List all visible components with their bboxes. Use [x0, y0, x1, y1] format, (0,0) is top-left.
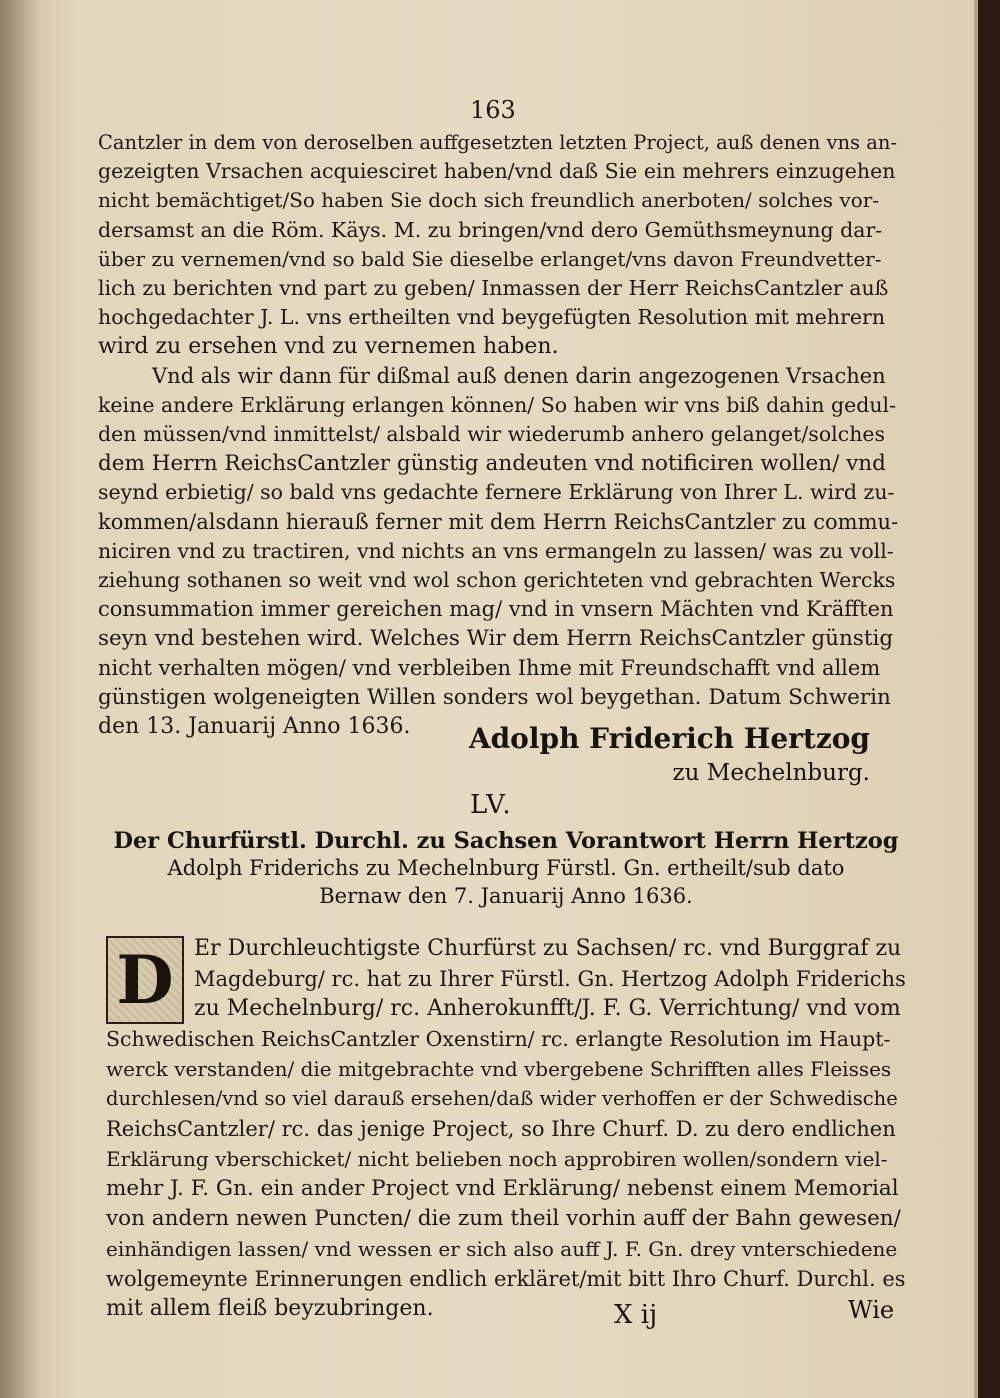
- text-line: lich zu berichten vnd part zu geben/ Inmassen der Herr ReichsCantzler auß: [98, 276, 889, 301]
- paragraph-2: [98, 362, 898, 742]
- text-line: Magdeburg/ rc. hat zu Ihrer Fürstl. Gn. Hertzog Adolph Friderichs: [194, 967, 906, 991]
- text-line: nicht bemächtiget/So haben Sie doch sich freundlich anerboten/ solches vor-: [98, 188, 880, 213]
- text-line: Cantzler in dem von deroselben auffgesetzten letzten Project, auß denen vns an-: [98, 131, 898, 154]
- page-gutter: [0, 0, 40, 1398]
- dropcap-initial: D: [106, 936, 184, 1024]
- text-line: nicht verhalten mögen/ vnd verbleiben Ihme mit Freundschafft vnd allem: [98, 655, 881, 680]
- text-line: wird zu ersehen vnd zu vernemen haben.: [98, 334, 559, 360]
- text-line: Er Durchleuchtigste Churfürst zu Sachsen/ rc. vnd Burggraf zu: [194, 936, 902, 961]
- text-line: von andern newen Puncten/ die zum theil vorhin auff der Bahn gewesen/: [106, 1206, 901, 1231]
- catchword: Wie: [848, 1296, 895, 1324]
- section-heading: [106, 828, 906, 910]
- signature-name: Adolph Friderich Hertzog: [468, 722, 870, 755]
- text-line: ziehung sothanen so weit vnd wol schon gerichteten vnd gebrachten Wercks: [98, 568, 896, 593]
- text-line: dersamst an die Röm. Käys. M. zu bringen/vnd dero Gemüthsmeynung dar-: [98, 217, 883, 242]
- signature-title: zu Mechelnburg.: [672, 760, 870, 786]
- signature-mark: X ij: [614, 1300, 658, 1330]
- text-line: wolgemeynte Erinnerungen endlich erkläret/mit bitt Ihro Churf. Durchl. es: [106, 1267, 906, 1291]
- text-line: mit allem fleiß beyzubringen.: [106, 1296, 434, 1321]
- text-line: den 13. Januarij Anno 1636.: [98, 714, 411, 740]
- text-line: einhändigen lassen/ vnd wessen er sich also auff J. F. Gn. drey vnterschiedene: [106, 1237, 898, 1261]
- text-line: keine andere Erklärung erlangen können/ So haben wir vns biß dahin gedul-: [98, 392, 897, 417]
- text-line: hochgedachter J. L. vns ertheilten vnd beygefügten Resolution mit mehrern: [98, 305, 886, 330]
- text-line: gezeigten Vrsachen acquiesciret haben/vnd daß Sie ein mehrers einzugehen: [98, 159, 896, 184]
- text-line: Vnd als wir dann für dißmal auß denen darin angezogenen Vrsachen: [152, 363, 886, 388]
- page-number: 163: [470, 96, 516, 124]
- text-line: über zu vernemen/vnd so bald Sie dieselbe erlanget/vns davon Freundvetter-: [98, 246, 882, 271]
- signature-block: [469, 722, 870, 790]
- heading-sub-2: Bernaw den 7. Januarij Anno 1636.: [319, 884, 693, 908]
- text-line: niciren vnd zu tractiren, vnd nichts an vns ermangeln zu lassen/ was zu voll-: [98, 538, 894, 563]
- heading-main: Der Churfürstl. Durchl. zu Sachsen Vorantwort Herrn Hertzog: [113, 828, 899, 854]
- text-line: günstigen wolgeneigten Willen sonders wol beygethan. Datum Schwerin: [98, 684, 891, 710]
- text-line: den müssen/vnd inmittelst/ alsbald wir wiederumb anhero gelanget/solches: [98, 422, 886, 447]
- text-line: werck verstanden/ die mitgebrachte vnd vbergebene Schrifften alles Fleisses: [106, 1057, 892, 1081]
- text-line: consummation immer gereichen mag/ vnd in vnsern Mächten vnd Kräfften: [98, 597, 894, 622]
- text-line: Erklärung vberschicket/ nicht belieben noch approbiren wollen/sondern viel-: [106, 1147, 888, 1171]
- heading-sub-1: Adolph Friderichs zu Mechelnburg Fürstl. Gn. ertheilt/sub dato: [167, 856, 845, 880]
- text-line: durchlesen/vnd so viel darauß ersehen/daß wider verhoffen er der Schwedische: [106, 1087, 898, 1110]
- text-line: dem Herrn ReichsCantzler günstig andeuten vnd notificiren wollen/ vnd: [98, 451, 886, 477]
- paragraph-3: [106, 934, 906, 1324]
- text-line: kommen/alsdann hierauß ferner mit dem Herrn ReichsCantzler zu commu-: [98, 509, 899, 534]
- text-line: zu Mechelnburg/ rc. Anherokunfft/J. F. G. Verrichtung/ vnd vom: [194, 996, 901, 1021]
- text-line: seyn vnd bestehen wird. Welches Wir dem Herrn ReichsCantzler günstig: [98, 626, 894, 652]
- text-line: Schwedischen ReichsCantzler Oxenstirn/ rc. erlangte Resolution im Haupt-: [106, 1027, 891, 1051]
- text-line: mehr J. F. Gn. ein ander Project vnd Erklärung/ nebenst einem Memorial: [106, 1176, 899, 1201]
- paragraph-1: [98, 128, 898, 362]
- text-line: ReichsCantzler/ rc. das jenige Project, so Ihre Churf. D. zu dero endlichen: [106, 1117, 896, 1141]
- body-text-2: [106, 934, 906, 1324]
- section-number: LV.: [470, 790, 513, 820]
- text-line: seynd erbietig/ so bald vns gedachte fernere Erklärung von Ihrer L. wird zu-: [98, 480, 895, 505]
- body-text: [98, 128, 898, 741]
